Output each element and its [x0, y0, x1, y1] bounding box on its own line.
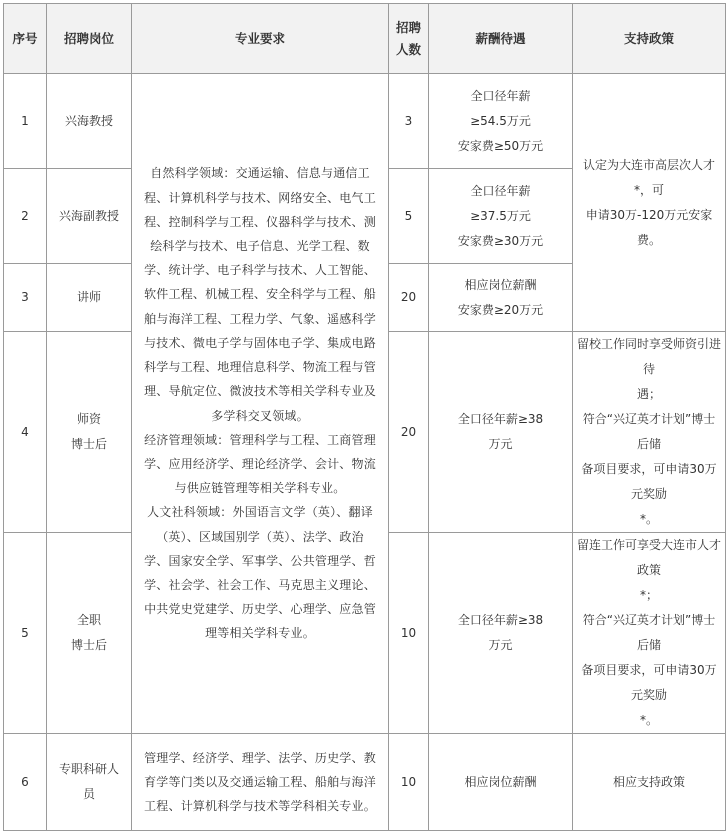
row-count: 20 [389, 332, 429, 533]
header-salary: 薪酬待遇 [429, 4, 573, 74]
major-requirements: 自然科学领域：交通运输、信息与通信工 程、计算机科学与技术、网络安全、电气工 程、控制科学与工程、仪器科学与技术、测 绘科学与技术、电子信息、光学工程、数 学、统计学、电子科学与技术、人工智能、 软件工程、机械工程、安全科学与工程、船 舶与海洋工程、工程力学、气象、遥感科学 与技术、微电子学与固体电子学、集成电路 科学与工程、地理信息科学、物流工程与管 理、导航定位、微波技术等相关学科专业及 多学科交叉领域。 经济管理领域：管理科学与工程、工商管理 学、应用经济学、理论经济学、会计、物流 与供应链管理等相关学科专业。 人文社科领域：外国语言文学（英）、翻译 （英）、区域国别学（英）、法学、政治 学、国家安全学、军事学、公共管理学、哲 学、社会学、社会工作、马克思主义理论、 中共党史党建学、历史学、心理学、应急管 理等相关学科专业。 [132, 74, 389, 734]
policy-cell: 相应支持政策 [573, 734, 726, 831]
row-position: 全职 博士后 [47, 533, 132, 734]
row-count: 20 [389, 264, 429, 332]
policy-cell: 认定为大连市高层次人才*，可 申请30万-120万元安家费。 [573, 74, 726, 332]
row-count: 10 [389, 533, 429, 734]
row-count: 5 [389, 169, 429, 264]
row-count: 10 [389, 734, 429, 831]
row-no: 5 [4, 533, 47, 734]
header-no: 序号 [4, 4, 47, 74]
row-no: 4 [4, 332, 47, 533]
row-salary: 全口径年薪 ≥54.5万元 安家费≥50万元 [429, 74, 573, 169]
row-salary: 相应岗位薪酬 [429, 734, 573, 831]
row-count: 3 [389, 74, 429, 169]
row-no: 2 [4, 169, 47, 264]
row-salary: 全口径年薪≥38 万元 [429, 332, 573, 533]
row-salary: 相应岗位薪酬 安家费≥20万元 [429, 264, 573, 332]
row-no: 1 [4, 74, 47, 169]
recruitment-table [3, 3, 726, 831]
row-position: 兴海教授 [47, 74, 132, 169]
policy-cell: 留校工作同时享受师资引进待 遇； 符合“兴辽英才计划”博士后储 备项目要求，可申请30万元奖励 *。 [573, 332, 726, 533]
row-position: 兴海副教授 [47, 169, 132, 264]
header-policy: 支持政策 [573, 4, 726, 74]
major-requirements-row6: 管理学、经济学、理学、法学、历史学、教 育学等门类以及交通运输工程、船舶与海洋 工程、计算机科学与技术等学科相关专业。 [132, 734, 389, 831]
table-row [4, 74, 726, 169]
row-salary: 全口径年薪 ≥37.5万元 安家费≥30万元 [429, 169, 573, 264]
row-salary: 全口径年薪≥38 万元 [429, 533, 573, 734]
header-position: 招聘岗位 [47, 4, 132, 74]
row-position: 专职科研人 员 [47, 734, 132, 831]
policy-cell: 留连工作可享受大连市人才政策 *； 符合“兴辽英才计划”博士后储 备项目要求，可申请30万元奖励 *。 [573, 533, 726, 734]
header-row [4, 4, 726, 74]
table-row [4, 734, 726, 831]
row-no: 3 [4, 264, 47, 332]
row-position: 师资 博士后 [47, 332, 132, 533]
header-count: 招聘 人数 [389, 4, 429, 74]
header-major: 专业要求 [132, 4, 389, 74]
row-no: 6 [4, 734, 47, 831]
row-position: 讲师 [47, 264, 132, 332]
